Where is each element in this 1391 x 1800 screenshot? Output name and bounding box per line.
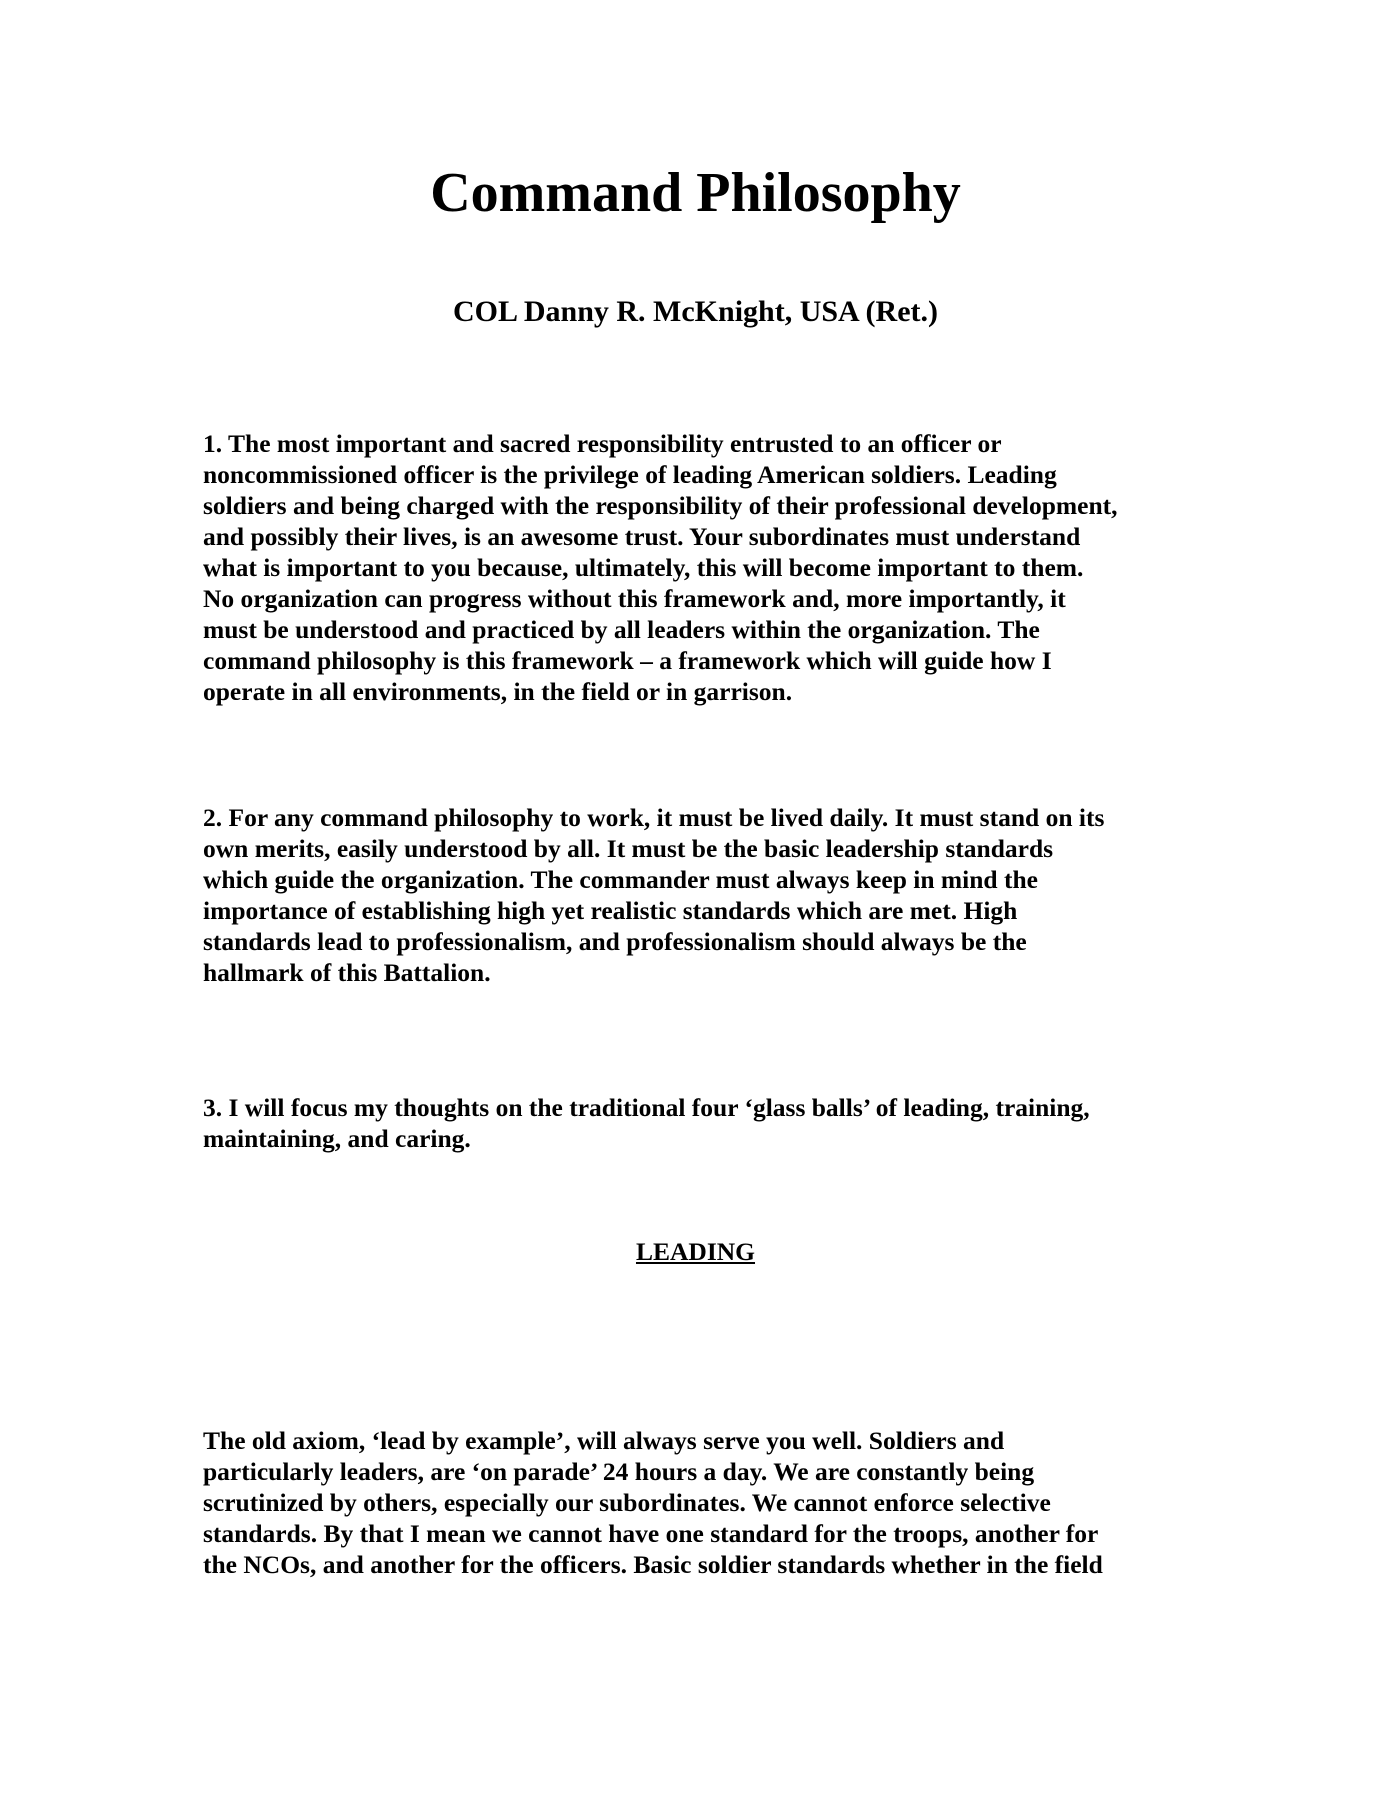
paragraph-2 xyxy=(203,802,1104,988)
document-author: COL Danny R. McKnight, USA (Ret.) xyxy=(452,295,939,328)
text-line: operate in all environments, in the field or in garrison. xyxy=(203,677,793,706)
text-line: 1. The most important and sacred responsibility entrusted to an officer or xyxy=(203,429,1002,458)
text-line: No organization can progress without this framework and, more importantly, it xyxy=(203,584,1066,613)
text-line: own merits, easily understood by all. It must be the basic leadership standards xyxy=(203,834,1054,863)
text-line: 3. I will focus my thoughts on the traditional four ‘glass balls’ of leading, training, xyxy=(203,1093,1090,1122)
text-line: what is important to you because, ultimately, this will become important to them. xyxy=(203,553,1084,582)
text-line: noncommissioned officer is the privilege of leading American soldiers. Leading xyxy=(203,460,1057,489)
section-heading-leading: LEADING xyxy=(635,1237,756,1266)
text-line: standards lead to professionalism, and professionalism should always be the xyxy=(203,927,1027,956)
text-line: must be understood and practiced by all leaders within the organization. The xyxy=(203,615,1040,644)
text-line: importance of establishing high yet realistic standards which are met. High xyxy=(203,896,1018,925)
leading-paragraph xyxy=(203,1425,1103,1580)
text-line: particularly leaders, are ‘on parade’ 24 hours a day. We are constantly being xyxy=(203,1457,1035,1486)
paragraph-3 xyxy=(203,1092,1090,1154)
text-line: scrutinized by others, especially our subordinates. We cannot enforce selective xyxy=(203,1488,1051,1517)
text-line: soldiers and being charged with the responsibility of their professional development, xyxy=(203,491,1118,520)
text-line: command philosophy is this framework – a framework which will guide how I xyxy=(203,646,1052,675)
text-line: the NCOs, and another for the officers. Basic soldier standards whether in the field xyxy=(203,1550,1103,1579)
paragraph-1 xyxy=(203,428,1118,707)
text-line: 2. For any command philosophy to work, it must be lived daily. It must stand on its xyxy=(203,803,1105,832)
text-line: maintaining, and caring. xyxy=(203,1124,471,1153)
text-line: standards. By that I mean we cannot have one standard for the troops, another for xyxy=(203,1519,1099,1548)
text-line: which guide the organization. The commander must always keep in mind the xyxy=(203,865,1038,894)
text-line: The old axiom, ‘lead by example’, will always serve you well. Soldiers and xyxy=(203,1426,1005,1455)
text-line: and possibly their lives, is an awesome trust. Your subordinates must understand xyxy=(203,522,1081,551)
text-line: hallmark of this Battalion. xyxy=(203,958,491,987)
document-title: Command Philosophy xyxy=(430,162,961,224)
